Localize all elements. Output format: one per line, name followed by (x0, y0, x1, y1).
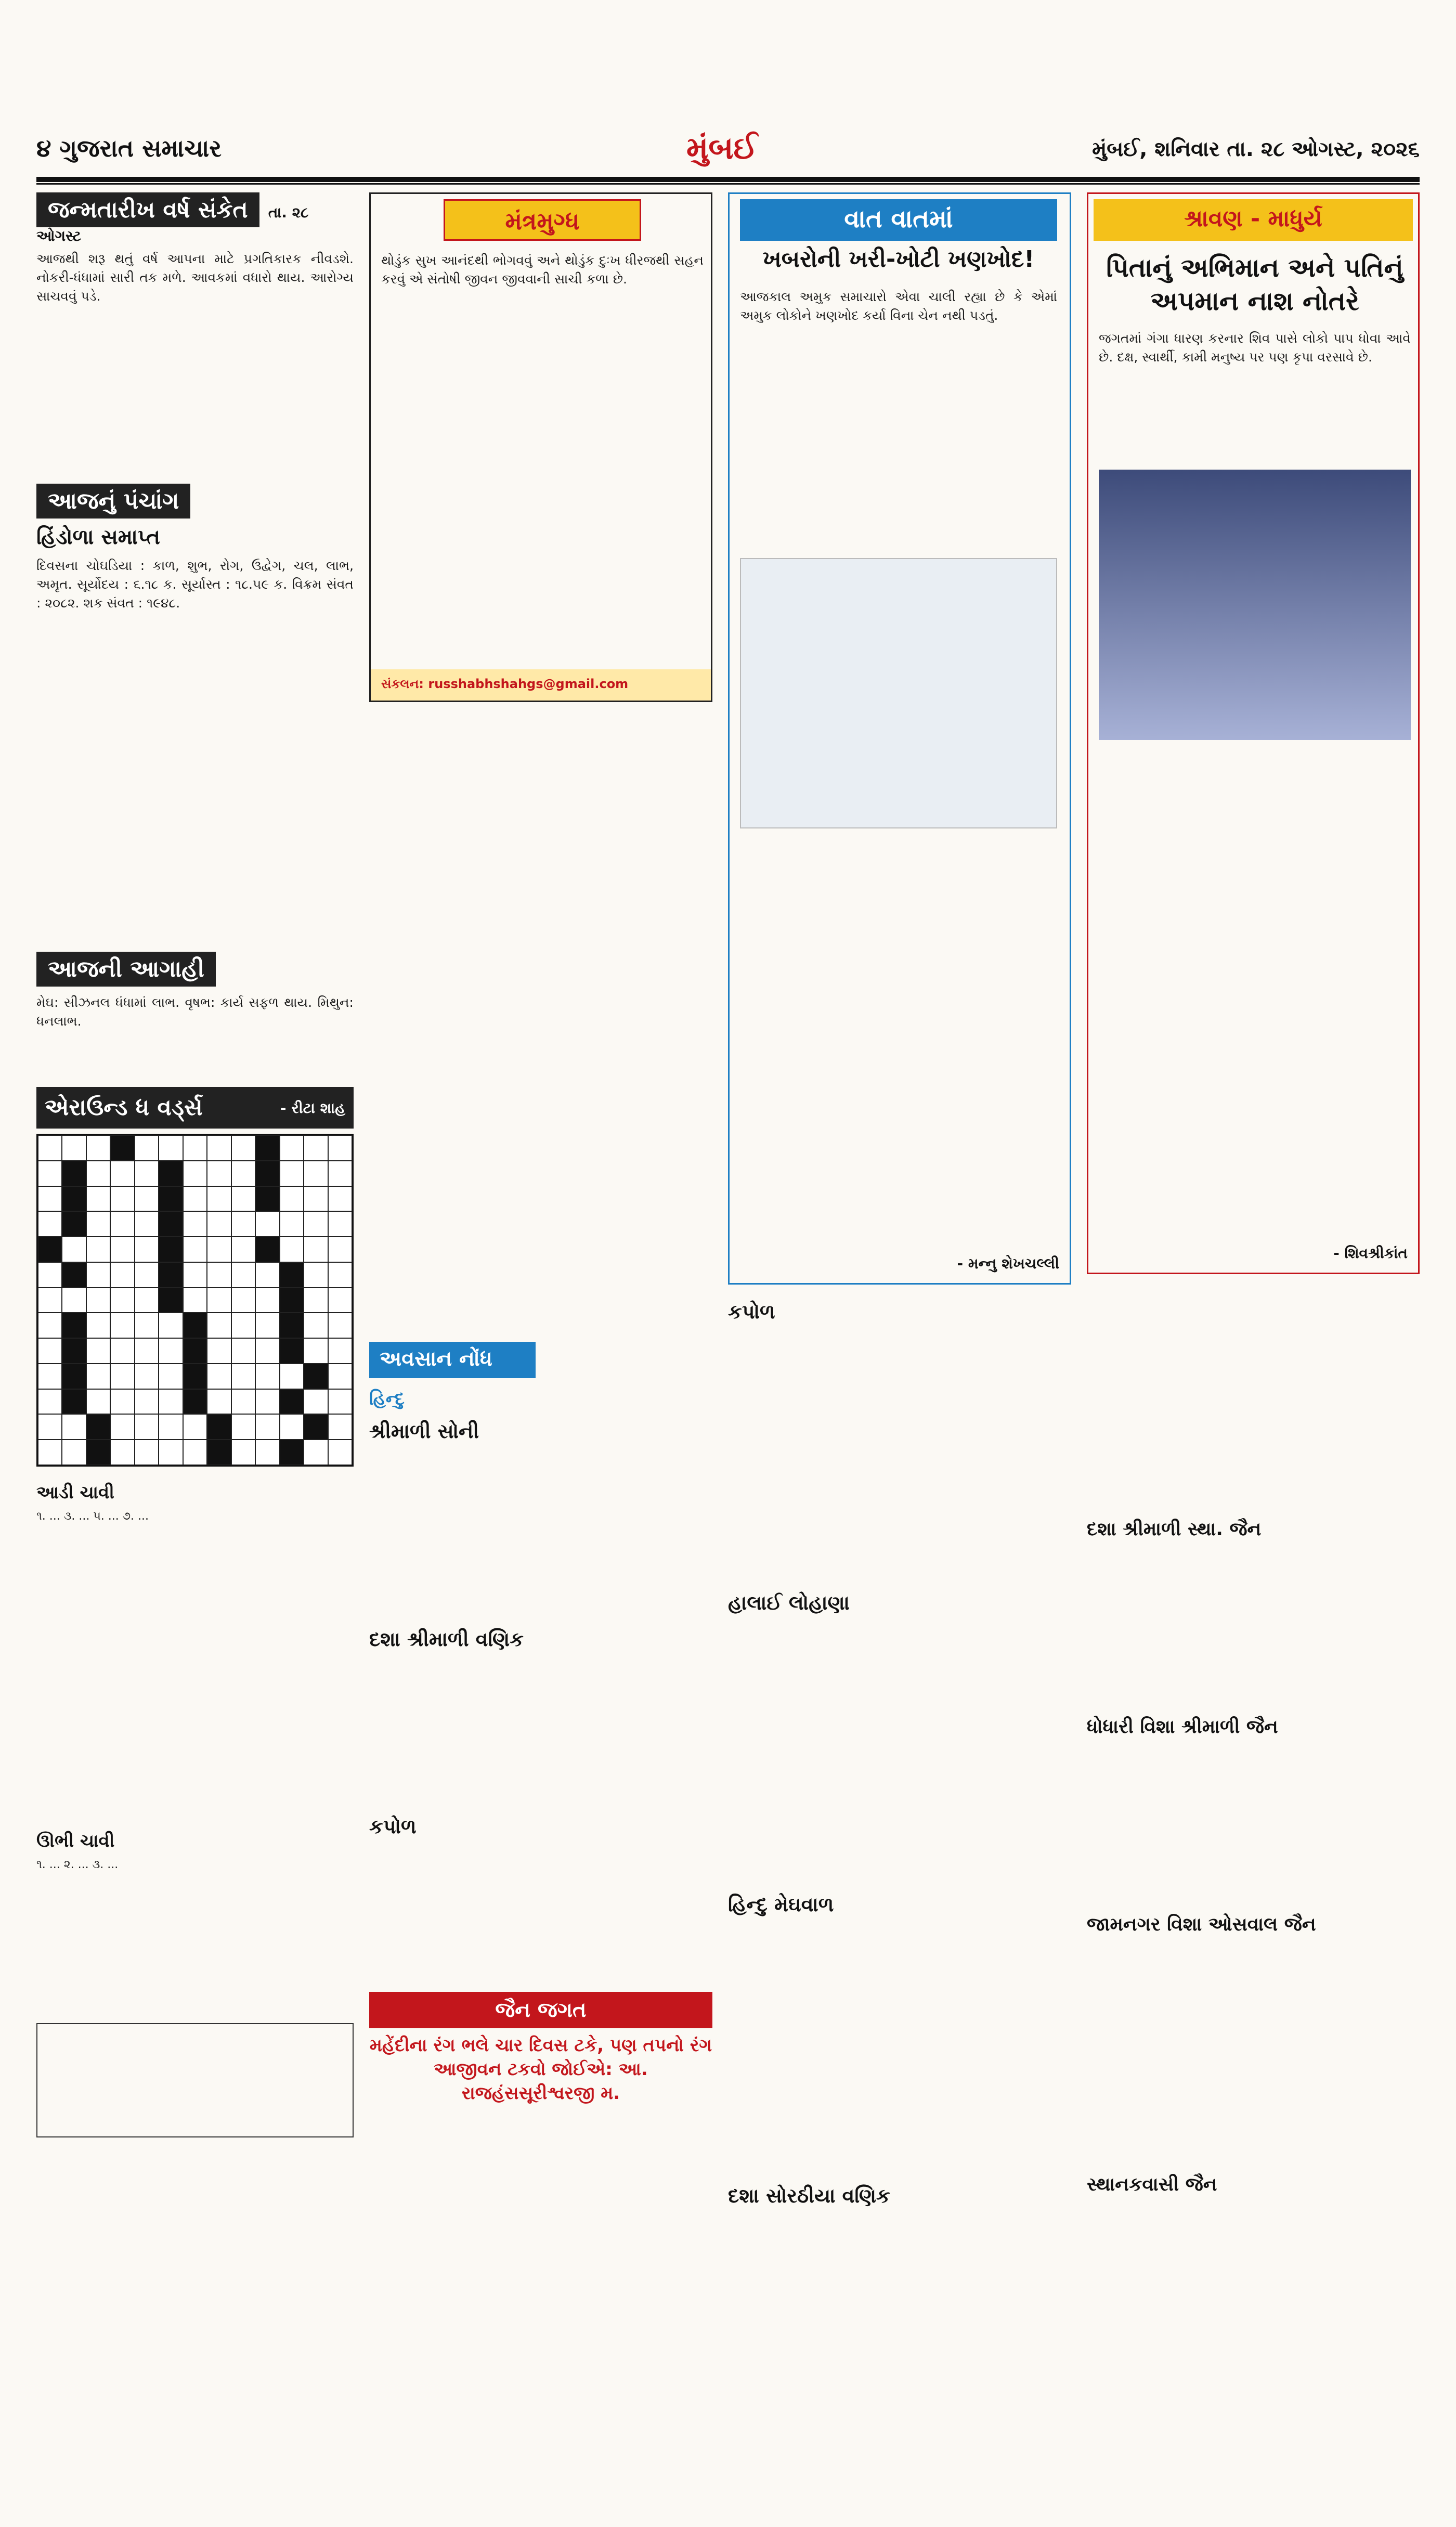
crossword-cell (255, 1211, 279, 1237)
mantra-banner (444, 199, 641, 241)
birthday-text: આજથી શરૂ થતું વર્ષ આપના માટે પ્રગતિકારક નીવડશે. નોકરી-ધંધામાં સારી તક મળે. આવકમાં વધારો થાય. આરોગ્ય સાચવવું પડે. (36, 251, 354, 304)
cartoon-illustration (740, 558, 1057, 828)
crossword-cell (207, 1440, 231, 1465)
crossword-cell (38, 1237, 62, 1262)
crossword-cell (159, 1313, 183, 1338)
crossword-cell (110, 1364, 134, 1389)
column4-body-mid (1087, 1290, 1420, 1508)
notice-sub: હિન્દુ (369, 1389, 405, 1409)
crossword-cell (159, 1288, 183, 1313)
crossword-cell (110, 1288, 134, 1313)
talk-text-2 (740, 839, 1057, 1245)
crossword-cell (135, 1338, 159, 1364)
crossword-cell (110, 1414, 134, 1440)
crossword-cell (304, 1338, 328, 1364)
birthday-title: જન્મતારીખ વર્ષ સંકેત (36, 192, 259, 227)
mantra-title: મંત્રમુગ્ધ (505, 207, 580, 235)
crossword-cell (328, 1262, 352, 1288)
crossword-cell (183, 1440, 207, 1465)
crossword-cell (255, 1440, 279, 1465)
crossword-cell (183, 1135, 207, 1161)
crossword-cell (280, 1186, 304, 1212)
crossword-cell (62, 1313, 86, 1338)
crossword-cell (110, 1262, 134, 1288)
crossword-cell (110, 1135, 134, 1161)
jain-headline: મહેંદીના રંગ ભલે ચાર દિવસ ટકે, પણ તપનો રંગ આજીવન ટકવો જોઈએ: આ. રાજહંસસૂરીશ્વરજી મ. (369, 2035, 712, 2104)
crossword-cell (207, 1186, 231, 1212)
crossword-cell (255, 1186, 279, 1212)
panchang-title: આજનું પંચાંગ (36, 484, 190, 519)
crossword-cell (255, 1237, 279, 1262)
crossword-cell (231, 1338, 255, 1364)
shravan-title: શ્રાવણ - માધુર્ય (1184, 205, 1322, 232)
crossword-cell (304, 1237, 328, 1262)
notice-banner (369, 1342, 536, 1378)
talk-text: આજકાલ અમુક સમાચારો એવા ચાલી રહ્યા છે કે એમાં અમુક લોકોને ખણખોદ કર્યા વિના ચેન નથી પડતું. (740, 289, 1057, 323)
notice-name-6: હિન્દુ મેઘવાળ (728, 1893, 834, 1916)
crossword-cell (280, 1389, 304, 1415)
crossword-cell (62, 1237, 86, 1262)
jain-notice-name-3: જામનગર વિશા ઓસવાલ જૈન (1087, 1914, 1316, 1935)
crossword-cell (86, 1135, 110, 1161)
crossword-cell (328, 1211, 352, 1237)
crossword-cell (86, 1211, 110, 1237)
column2-body-top (369, 718, 712, 1331)
crossword-cell (255, 1364, 279, 1389)
jain-notice-text-3 (1087, 1945, 1420, 2163)
crossword-cell (304, 1313, 328, 1338)
crossword-cell (135, 1237, 159, 1262)
crossword-cell (255, 1389, 279, 1415)
crossword-cell (280, 1288, 304, 1313)
crossword-cell (135, 1288, 159, 1313)
crossword-cell (280, 1364, 304, 1389)
mantra-text: થોડુંક સુખ આનંદથી ભોગવવું અને થોડુંક દુઃખ ધીરજથી સહન કરવું એ સંતોષી જીવન જીવવાની સાચી કળા છે. (381, 253, 704, 287)
crossword-cell (135, 1211, 159, 1237)
crossword-cell (86, 1389, 110, 1415)
crossword-cell (280, 1262, 304, 1288)
crossword-cell (110, 1186, 134, 1212)
solution-box (36, 2023, 354, 2137)
crossword-cell (183, 1211, 207, 1237)
crossword-cell (38, 1211, 62, 1237)
crossword-cell (280, 1414, 304, 1440)
crossword-cell (159, 1389, 183, 1415)
crossword-cell (255, 1338, 279, 1364)
notice-name-3: કપોળ (369, 1815, 417, 1838)
crossword-cell (38, 1313, 62, 1338)
crossword-cell (86, 1440, 110, 1465)
crossword-cell (38, 1135, 62, 1161)
crossword-cell (110, 1237, 134, 1262)
crossword-cell (62, 1288, 86, 1313)
crossword-cell (328, 1389, 352, 1415)
crossword-cell (183, 1186, 207, 1212)
crossword-cell (280, 1161, 304, 1186)
crossword-cell (183, 1262, 207, 1288)
crossword-cell (280, 1338, 304, 1364)
crossword-cell (207, 1161, 231, 1186)
crossword-cell (255, 1161, 279, 1186)
crossword-cell (280, 1211, 304, 1237)
crossword-cell (255, 1135, 279, 1161)
panchang-text: દિવસના ચોઘડિયા : કાળ, શુભ, રોગ, ઉદ્વેગ, ચલ, લાભ, અમૃત. સૂર્યોદય : ૬.૧૮ ક. સૂર્યાસ્ત : ૧૮.૫૯ ક. વિક્રમ સંવત : ૨૦૮૨. શક સંવત : ૧૯૪૮. (36, 558, 354, 611)
crossword-cell (207, 1414, 231, 1440)
crossword-cell (231, 1288, 255, 1313)
crossword-cell (159, 1262, 183, 1288)
crossword-grid (36, 1134, 354, 1467)
crossword-cell (38, 1389, 62, 1415)
crossword-cell (231, 1237, 255, 1262)
crossword-cell (304, 1135, 328, 1161)
crossword-cell (135, 1364, 159, 1389)
notice-text-7 (728, 2215, 1071, 2434)
crossword-cell (255, 1313, 279, 1338)
crossword-cell (183, 1364, 207, 1389)
crossword-cell (304, 1364, 328, 1389)
crossword-cell (304, 1440, 328, 1465)
shiva-illustration (1099, 470, 1411, 740)
crossword-cell (183, 1414, 207, 1440)
crossword-cell (110, 1161, 134, 1186)
crossword-cell (183, 1288, 207, 1313)
crossword-cell (86, 1237, 110, 1262)
across-title: આડી ચાવી (36, 1482, 114, 1503)
contact-line: સંકલન: russhabhshahgs@gmail.com (371, 669, 711, 701)
edition-date: મુંબઈ, શનિવાર તા. ૨૮ ઓગસ્ટ, ૨૦૨૬ (1092, 137, 1420, 161)
talk-banner (740, 199, 1057, 241)
crossword-cell (183, 1338, 207, 1364)
crossword-cell (159, 1186, 183, 1212)
column-mantra (369, 192, 712, 2429)
crossword-cell (159, 1440, 183, 1465)
crossword-cell (135, 1313, 159, 1338)
crossword-cell (135, 1262, 159, 1288)
shravan-text-2 (1099, 750, 1411, 1229)
crossword-cell (183, 1237, 207, 1262)
crossword-cell (328, 1237, 352, 1262)
crossword-cell (304, 1211, 328, 1237)
notice-name-1: શ્રીમાળી સોની (369, 1420, 479, 1443)
crossword-cell (38, 1161, 62, 1186)
crossword-cell (231, 1364, 255, 1389)
crossword-cell (110, 1440, 134, 1465)
crossword-cell (231, 1414, 255, 1440)
crossword-cell (328, 1186, 352, 1212)
notice-name-2: દશા શ્રીમાળી વણિક (369, 1628, 524, 1651)
shravan-text: જગતમાં ગંગા ધારણ કરનાર શિવ પાસે લોકો પાપ ધોવા આવે છે. દક્ષ, સ્વાર્થી, કામી મનુષ્ય પર પણ કૃપા વરસાવે છે. (1099, 331, 1411, 365)
crossword-cell (38, 1414, 62, 1440)
crossword-cell (304, 1262, 328, 1288)
across-clues: ૧. ... ૩. ... ૫. ... ૭. ... (36, 1510, 149, 1523)
shravan-banner (1094, 199, 1413, 241)
crossword-cell (159, 1237, 183, 1262)
crossword-cell (159, 1161, 183, 1186)
crossword-cell (86, 1161, 110, 1186)
shravan-box (1087, 192, 1420, 1274)
shravan-headline: પિતાનું અભિમાન અને પતિનું અપમાન નાશ નોતરે (1106, 253, 1403, 316)
crossword-cell (280, 1237, 304, 1262)
notice-name-7: દશા સોરઠીયા વણિક (728, 2184, 890, 2207)
birthday-date: તા. ૨૮ ઓગસ્ટ (36, 204, 309, 244)
crossword-cell (328, 1161, 352, 1186)
down-clues: ૧. ... ૨. ... ૩. ... (36, 1858, 119, 1871)
birthday-banner (36, 192, 354, 244)
jain-notice-text-1 (1087, 1550, 1420, 1706)
crossword-cell (328, 1440, 352, 1465)
crossword-cell (207, 1135, 231, 1161)
crossword-cell (255, 1288, 279, 1313)
jain-banner (369, 1992, 712, 2028)
crossword-cell (159, 1211, 183, 1237)
notice-text-2 (369, 1659, 712, 1805)
crossword-cell (38, 1288, 62, 1313)
crossword-cell (135, 1440, 159, 1465)
crossword-cell (231, 1440, 255, 1465)
crossword-cell (255, 1414, 279, 1440)
crossword-cell (207, 1237, 231, 1262)
crossword-cell (62, 1389, 86, 1415)
crossword-cell (159, 1338, 183, 1364)
edition-title: મુંબઈ (686, 130, 758, 166)
notice-text-5 (728, 1623, 1071, 1883)
crossword-cell (231, 1313, 255, 1338)
crossword-cell (328, 1135, 352, 1161)
crossword-cell (38, 1364, 62, 1389)
crossword-cell (207, 1313, 231, 1338)
crossword-cell (38, 1262, 62, 1288)
crossword-cell (328, 1338, 352, 1364)
talk-title: વાત વાતમાં (844, 204, 953, 234)
page-header (36, 130, 1420, 172)
crossword-cell (328, 1288, 352, 1313)
crossword-cell (135, 1135, 159, 1161)
talk-box (728, 192, 1071, 1285)
notice-text-4 (728, 1331, 1071, 1581)
crossword-cell (280, 1135, 304, 1161)
mantra-box (369, 192, 712, 702)
crossword-cell (231, 1161, 255, 1186)
crossword-cell (86, 1414, 110, 1440)
forecast-title: આજની આગાહી (36, 952, 216, 987)
jain-title: જૈન જગત (495, 1998, 587, 2022)
crossword-cell (231, 1135, 255, 1161)
crossword-cell (183, 1313, 207, 1338)
crossword-cell (86, 1262, 110, 1288)
panchang-subtitle: હિંડોળા સમાપ્ત (36, 525, 161, 549)
crossword-cell (304, 1161, 328, 1186)
forecast-text: મેઘ: સીઝનલ ધંધામાં લાભ. વૃષભ: કાર્ય સફળ થાય. મિથુન: ધનલાભ. (36, 995, 354, 1029)
crossword-cell (62, 1414, 86, 1440)
crossword-cell (62, 1211, 86, 1237)
crossword-cell (207, 1389, 231, 1415)
crossword-cell (328, 1414, 352, 1440)
crossword-cell (207, 1262, 231, 1288)
words-title: એરાઉન્ડ ધ વર્ડ્સ (45, 1094, 203, 1121)
crossword-cell (207, 1364, 231, 1389)
jain-notice-text-4 (1087, 2205, 1420, 2434)
crossword-cell (207, 1211, 231, 1237)
column-talk (728, 192, 1071, 2429)
crossword-cell (62, 1364, 86, 1389)
crossword-cell (183, 1161, 207, 1186)
jain-notice-name-1: દશા શ્રીમાળી સ્થા. જૈન (1087, 1519, 1262, 1540)
crossword-cell (304, 1288, 328, 1313)
crossword-cell (38, 1338, 62, 1364)
crossword-cell (86, 1186, 110, 1212)
header-rule-thin (36, 183, 1420, 185)
jain-notice-name-2: ધોધારી વિશા શ્રીમાળી જૈન (1087, 1716, 1278, 1738)
crossword-cell (304, 1186, 328, 1212)
column-shravan (1087, 192, 1420, 2429)
crossword-cell (183, 1389, 207, 1415)
crossword-cell (135, 1414, 159, 1440)
notice-name-4: કપોળ (728, 1300, 775, 1323)
crossword-cell (86, 1288, 110, 1313)
crossword-cell (110, 1313, 134, 1338)
crossword-cell (207, 1338, 231, 1364)
crossword-cell (38, 1440, 62, 1465)
notice-text-6 (728, 1924, 1071, 2174)
crossword-cell (231, 1262, 255, 1288)
crossword-cell (135, 1389, 159, 1415)
crossword-cell (135, 1186, 159, 1212)
crossword-cell (207, 1288, 231, 1313)
notice-text-3 (369, 1846, 712, 1981)
crossword-cell (159, 1364, 183, 1389)
crossword-cell (62, 1338, 86, 1364)
crossword-cell (62, 1440, 86, 1465)
crossword-cell (159, 1135, 183, 1161)
crossword-cell (86, 1338, 110, 1364)
crossword-cell (231, 1186, 255, 1212)
crossword-cell (62, 1135, 86, 1161)
talk-author: - મન્નુ શેખચલ્લી (957, 1255, 1059, 1272)
notice-title: અવસાન નોંધ (380, 1347, 492, 1371)
jain-text (369, 2117, 712, 2439)
crossword-cell (159, 1414, 183, 1440)
crossword-cell (304, 1414, 328, 1440)
crossword-cell (135, 1161, 159, 1186)
crossword-cell (110, 1338, 134, 1364)
crossword-cell (62, 1262, 86, 1288)
forecast-banner (36, 952, 216, 987)
words-banner (36, 1087, 354, 1129)
words-author: - રીટા શાહ (280, 1099, 345, 1117)
crossword-cell (110, 1389, 134, 1415)
crossword-cell (38, 1186, 62, 1212)
jain-notice-name-4: સ્થાનકવાસી જૈન (1087, 2174, 1217, 2195)
column-horoscope (36, 192, 354, 2429)
crossword-cell (110, 1211, 134, 1237)
crossword-cell (280, 1313, 304, 1338)
jain-notice-text-2 (1087, 1747, 1420, 1903)
crossword-cell (62, 1186, 86, 1212)
crossword-cell (86, 1364, 110, 1389)
shravan-author: - શિવશ્રીકાંત (1333, 1245, 1408, 1262)
crossword-cell (231, 1389, 255, 1415)
header-rule (36, 177, 1420, 182)
crossword-cell (231, 1211, 255, 1237)
crossword-cell (86, 1313, 110, 1338)
crossword-cell (328, 1313, 352, 1338)
page-number-paper-name: ૪ ગુજરાત સમાચાર (36, 134, 222, 162)
crossword-cell (304, 1389, 328, 1415)
crossword-cell (62, 1161, 86, 1186)
talk-headline: ખબરોની ખરી-ખોટી ખણખોદ! (762, 246, 1035, 273)
notice-name-5: હાલાઈ લોહાણા (728, 1591, 850, 1614)
panchang-banner (36, 484, 190, 519)
crossword-cell (255, 1262, 279, 1288)
crossword-cell (328, 1364, 352, 1389)
notice-text-1 (369, 1451, 712, 1617)
crossword-cell (280, 1440, 304, 1465)
down-title: ઊભી ચાવી (36, 1831, 115, 1851)
